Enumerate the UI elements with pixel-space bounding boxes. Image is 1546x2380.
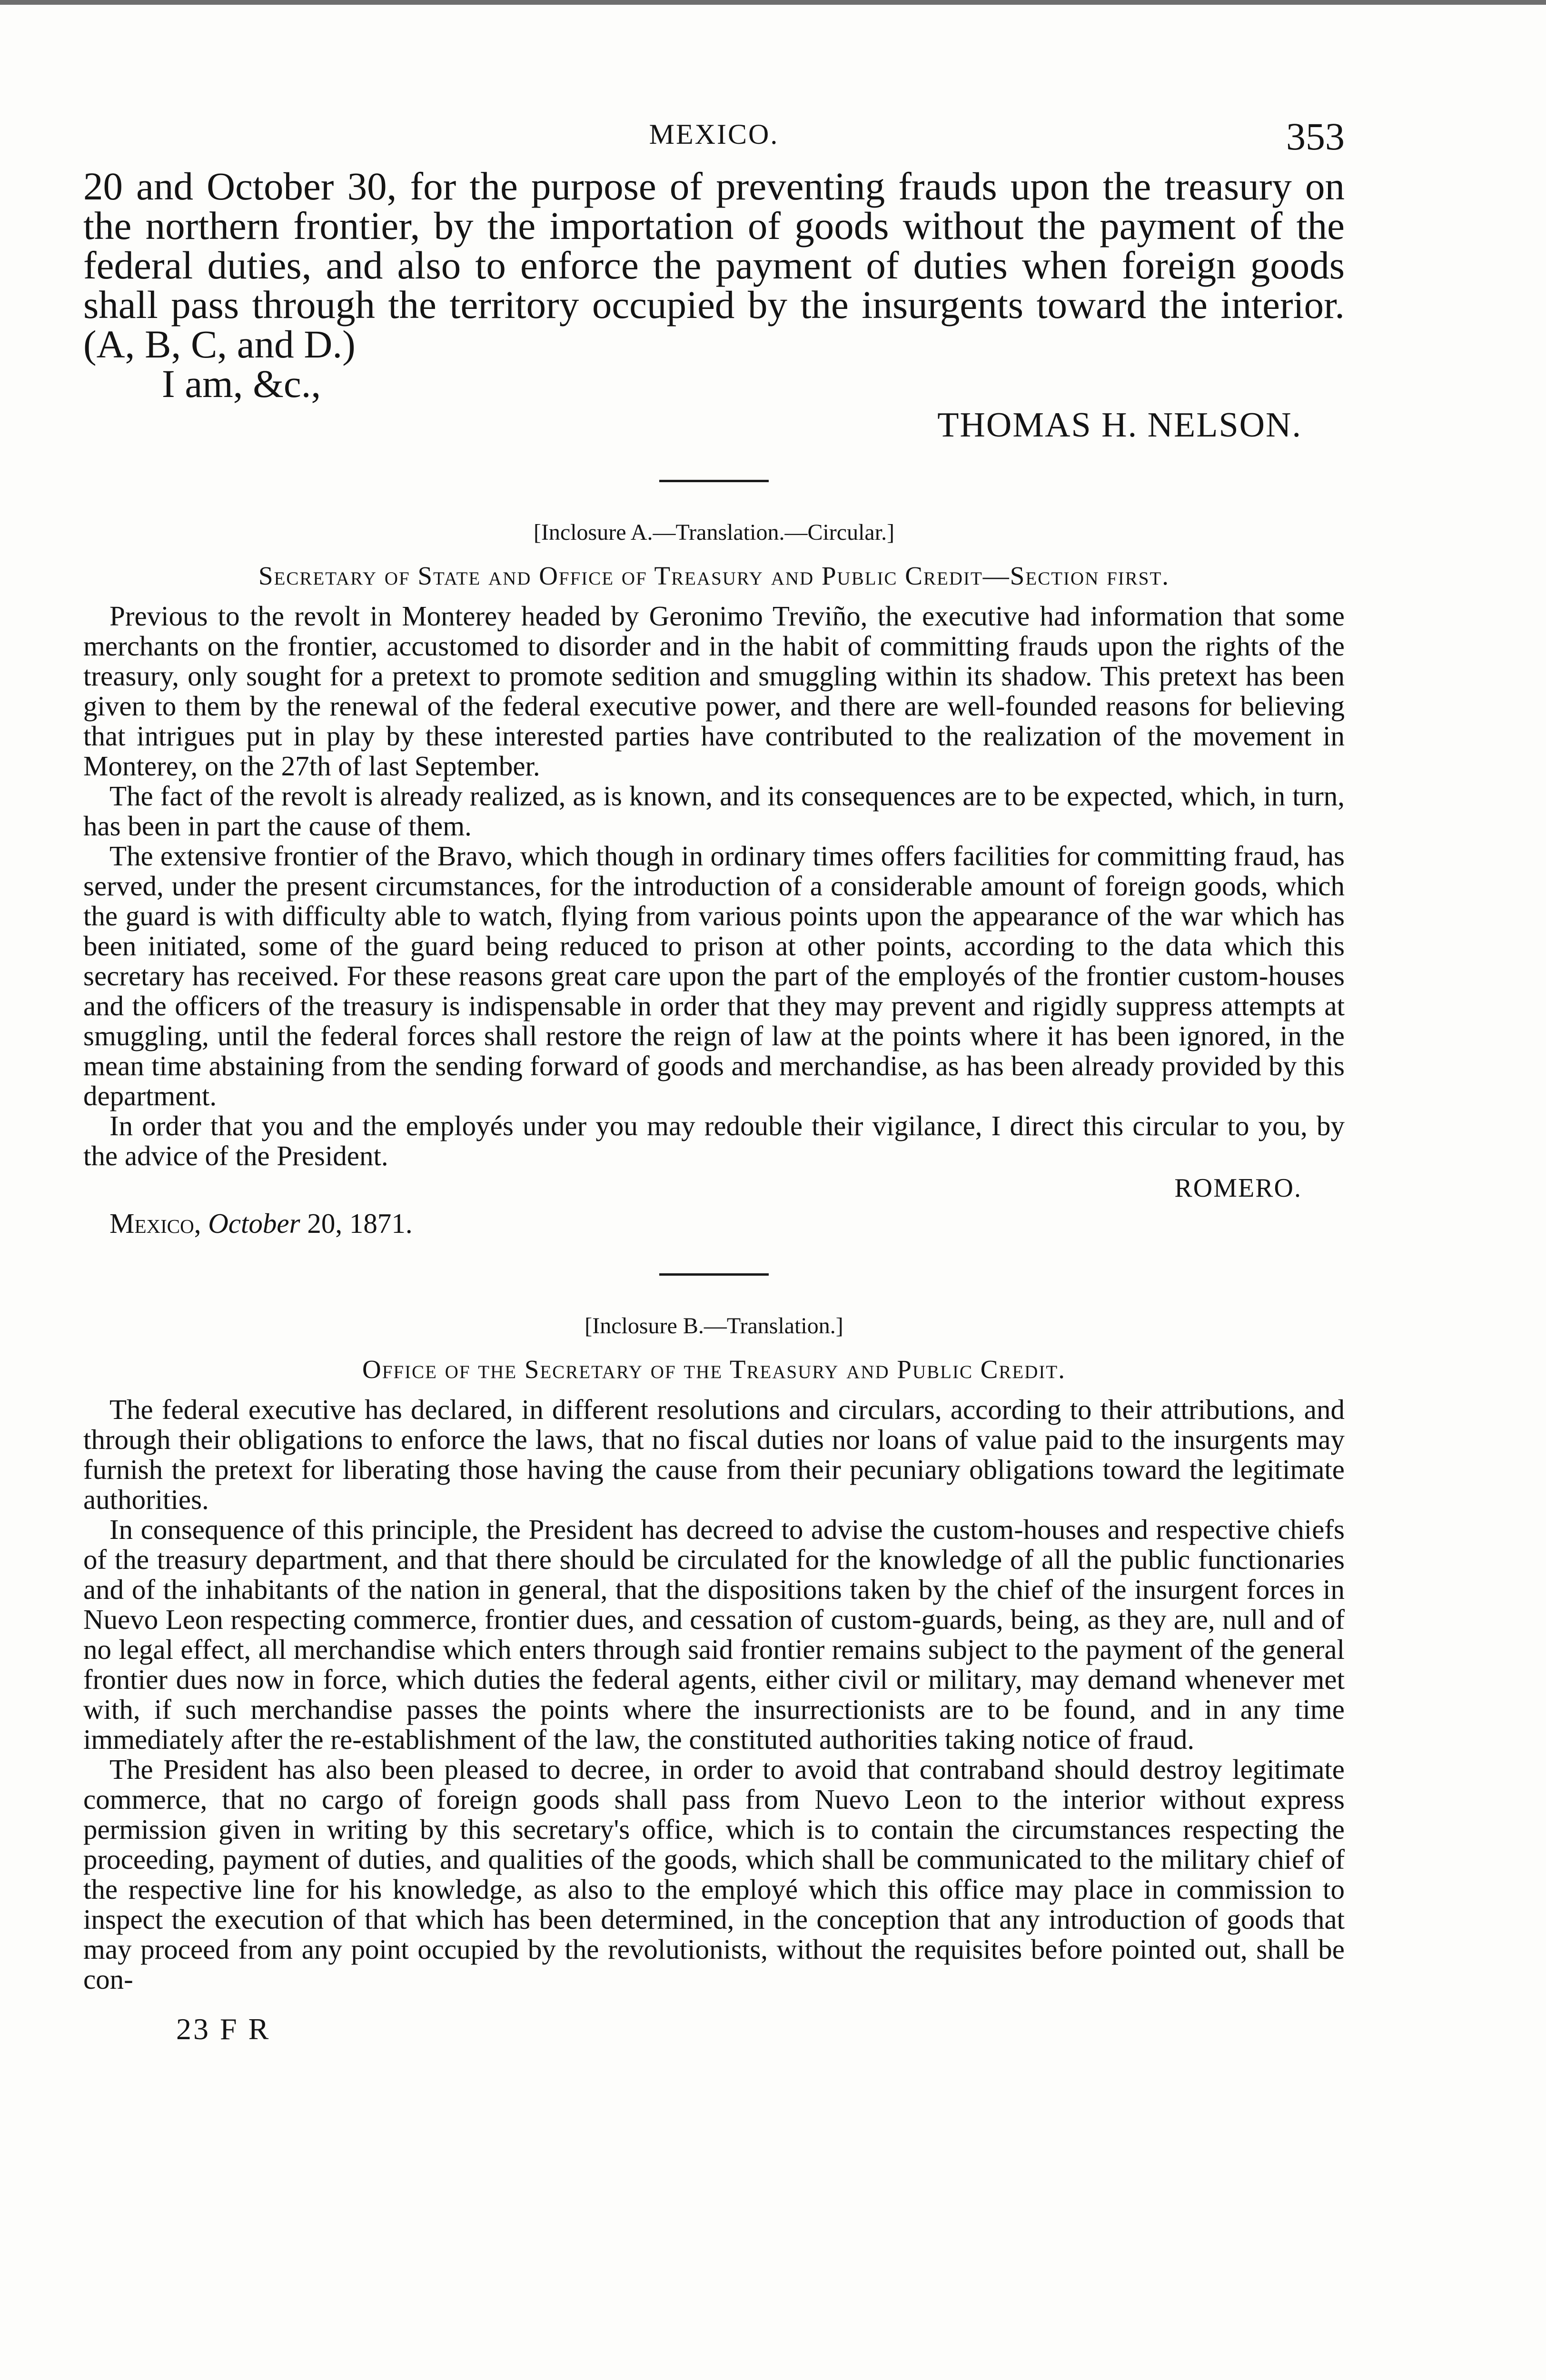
date-month: October [208, 1208, 300, 1239]
inclosure-b-paragraph: The President has also been pleased to decree, in order to avoid that contraband should destroy legitimate commerce, that no cargo of foreign goods shall pass from Nuevo Leon to the interior without express permission given in writing by this secretary's office, which is to contain the circumstances respecting the proceeding, payment of duties, and qualities of the goods, which shall be communicated to the military chief of the respective line for his knowledge, as also to the employé which this office may place in commission to inspect the execution of that which has been determined, in the conception that any introduction of goods that may proceed from any point occupied by the revolutionists, without the requisites before pointed out, shall be con- [83, 1754, 1345, 1995]
date-rest: 20, 1871. [307, 1208, 413, 1239]
inclosure-a-paragraph: The fact of the revolt is already realized, as is known, and its consequences are to be expected, which, in turn, has been in part the cause of them. [83, 780, 1345, 842]
section-divider [659, 1273, 769, 1276]
inclosure-b-paragraph: In consequence of this principle, the President has decreed to advise the custom-houses and respective chiefs of the treasury department, and that there should be circulated for the knowledge of all the public functionaries and of the inhabitants of the nation in general, that the dispositions taken by the chief of the insurgent forces in Nuevo Leon respecting commerce, frontier dues, and cessation of custom-guards, being, as they are, null and of no legal effect, all merchandise which enters through said frontier remains subject to the payment of the general frontier dues now in force, which duties the federal agents, either civil or military, may demand whenever met with, if such merchandise passes the points where the insurrectionists are to be found, and in any time immediately after the re-establishment of the law, the constituted authorities taking notice of fraud. [83, 1514, 1345, 1755]
page-number: 353 [1286, 115, 1345, 158]
date-place: Mexico, [109, 1208, 201, 1239]
document-page [83, 114, 1345, 2047]
letter-signature: THOMAS H. NELSON. [937, 406, 1302, 445]
inclosure-a-paragraph: Previous to the revolt in Monterey headed by Geronimo Treviño, the executive had information that some merchants on the frontier, accustomed to disorder and in the habit of committing frauds upon the rights of the treasury, only sought for a pretext to promote sedition and smuggling within its shadow. This pretext has been given to them by the renewal of the federal executive power, and there are well-founded reasons for believing that intrigues put in play by these interested parties have contributed to the realization of the movement in Monterey, on the 27th of last September. [83, 600, 1345, 782]
inclosure-a-department: Secretary of State and Office of Treasury and Public Credit—Section first. [258, 561, 1170, 590]
letter-closing: I am, &c., [162, 362, 321, 406]
inclosure-a-paragraph: In order that you and the employés under you may redouble their vigilance, I direct this circular to you, by the advice of the President. [83, 1110, 1345, 1171]
inclosure-b-department: Office of the Secretary of the Treasury and Public Credit. [362, 1355, 1066, 1384]
section-divider [659, 480, 769, 482]
inclosure-a-signature: ROMERO. [1174, 1173, 1302, 1203]
running-head: MEXICO. [649, 119, 779, 150]
inclosure-a-paragraph: The extensive frontier of the Bravo, which though in ordinary times offers facilities for committing fraud, has served, under the present circumstances, for the introduction of a considerable amount of foreign goods, which the guard is with difficulty able to watch, flying from various points upon the appearance of the war which has been initiated, some of the guard being reduced to prison at other points, according to the data which this secretary has received. For these reasons great care upon the part of the employés of the frontier custom-houses and the officers of the treasury is indispensable in order that they may prevent and rigidly suppress attempts at smuggling, until the federal forces shall restore the reign of law at the points where it has been ignored, in the mean time abstaining from the sending forward of goods and merchandise, as has been already provided by this department. [83, 840, 1345, 1111]
inclosure-a-dateline [109, 1207, 1345, 1240]
inclosure-b-paragraph: The federal executive has declared, in different resolutions and circulars, according to their attributions, and through their obligations to enforce the laws, that no fiscal duties nor loans of value paid to the insurgents may furnish the pretext for liberating those having the cause from their pecuniary obligations toward the legitimate authorities. [83, 1394, 1345, 1515]
inclosure-b-caption: [Inclosure B.—Translation.] [585, 1313, 843, 1339]
inclosure-a-caption: [Inclosure A.—Translation.—Circular.] [533, 520, 895, 545]
scan-edge [0, 0, 1546, 5]
printer-signature-mark: 23 F R [176, 2012, 271, 2046]
page-header [83, 114, 1345, 167]
letter-continuation: 20 and October 30, for the purpose of preventing frauds upon the treasury on the northern frontier, by the importation of goods without the payment of the federal duties, and also to enforce the payment of duties when foreign goods shall pass through the territory occupied by the insurgents toward the interior. (A, B, C, and D.) [83, 164, 1345, 366]
